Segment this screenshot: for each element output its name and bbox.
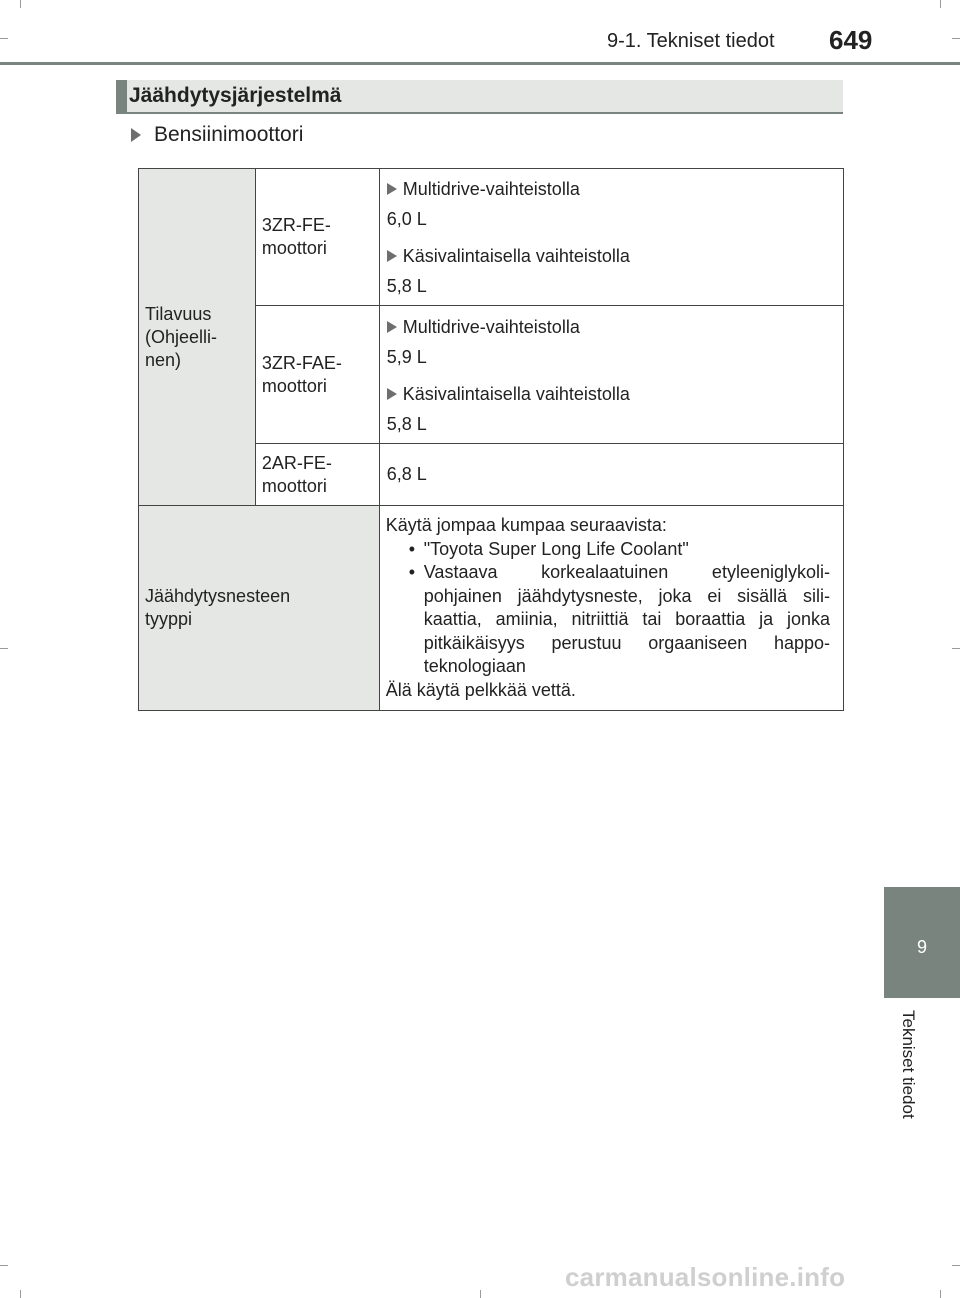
engine-name-cell [255, 444, 379, 506]
coolant-intro: Käytä jompaa kumpaa seuraavista: [385, 515, 667, 535]
option-label [387, 316, 837, 338]
engine-name-line: moottori [261, 375, 327, 396]
engine-name-line: 2AR-FE- [261, 452, 332, 473]
chapter-tab [884, 887, 960, 998]
section-title: Jäähdytysjärjestelmä [129, 84, 342, 107]
option-label-text: Käsivalintaisella vaihteistolla [402, 383, 630, 404]
option-label-text: Multidrive-vaihteistolla [402, 179, 580, 199]
option-value: 5,8 L [386, 276, 427, 296]
coolant-label-line: Jäähdytysnesteen [145, 586, 291, 606]
triangle-bullet-icon [387, 183, 397, 195]
coolant-label-line: tyyppi [145, 609, 193, 629]
engine-name-line: 3ZR-FE- [261, 215, 331, 235]
engine-name-line: moottori [261, 238, 327, 258]
coolant-spec-table [138, 168, 844, 711]
triangle-bullet-icon [387, 321, 397, 333]
engine-name-cell [255, 169, 379, 306]
header-divider [0, 62, 960, 65]
crop-mark [952, 38, 960, 39]
section-heading-bar [116, 80, 843, 114]
crop-mark [480, 1290, 481, 1298]
option-label-text: Käsivalintaisella vaihteistolla [402, 246, 630, 266]
crop-mark [940, 1290, 941, 1298]
crop-mark [20, 0, 21, 8]
capacity-label-line: nen) [145, 349, 182, 370]
coolant-type-cell [379, 506, 843, 711]
option-label [387, 178, 837, 200]
list-item: • Vastaava korkealaatuinen etyleeniglykoli-pohjainen jäähdytysneste, joka ei sisällä sili-kaattia, amiinia, nitriittiä tai boraattia ja jonka pitkäikäisyys perustuu orgaaniseen happo-teknologiaan [386, 561, 830, 679]
crop-mark [20, 1290, 21, 1298]
option-value: 5,9 L [386, 346, 427, 367]
option-value: 5,8 L [386, 413, 427, 434]
option-label [387, 383, 837, 405]
table-row [139, 506, 844, 711]
option-label [387, 245, 837, 267]
watermark: carmanualsonline.info [565, 1262, 846, 1292]
coolant-type-label-cell [139, 506, 380, 711]
capacity-label-line: Tilavuus [145, 303, 212, 324]
chapter-label: Tekniset tiedot [899, 1010, 918, 1119]
capacity-label-cell [139, 169, 256, 506]
page-number: 649 [829, 25, 873, 55]
coolant-list [386, 538, 830, 679]
crop-mark [0, 1265, 8, 1266]
list-item: • "Toyota Super Long Life Coolant" [386, 538, 830, 562]
engine-name-line: moottori [261, 475, 327, 496]
header-section-title: 9-1. Tekniset tiedot [607, 30, 775, 52]
capacity-options-cell [379, 306, 843, 444]
crop-mark [0, 648, 8, 649]
capacity-value-cell: 6,8 L [379, 444, 843, 506]
capacity-label-line: (Ohjeelli- [145, 326, 218, 347]
crop-mark [952, 648, 960, 649]
option-value: 6,0 L [386, 209, 427, 229]
subheading-text: Bensiinimoottori [154, 123, 304, 146]
capacity-options-cell [379, 169, 843, 306]
table-row [139, 169, 844, 306]
crop-mark [952, 1265, 960, 1266]
triangle-bullet-icon [387, 388, 397, 400]
triangle-bullet-icon [131, 128, 141, 142]
crop-mark [940, 0, 941, 8]
engine-name-cell [255, 306, 379, 444]
option-label-text: Multidrive-vaihteistolla [402, 316, 580, 337]
coolant-note: Älä käytä pelkkää vettä. [385, 679, 576, 700]
engine-name-line: 3ZR-FAE- [261, 352, 342, 373]
subheading [131, 123, 303, 147]
chapter-number: 9 [916, 937, 927, 957]
crop-mark [0, 38, 8, 39]
triangle-bullet-icon [387, 250, 397, 262]
